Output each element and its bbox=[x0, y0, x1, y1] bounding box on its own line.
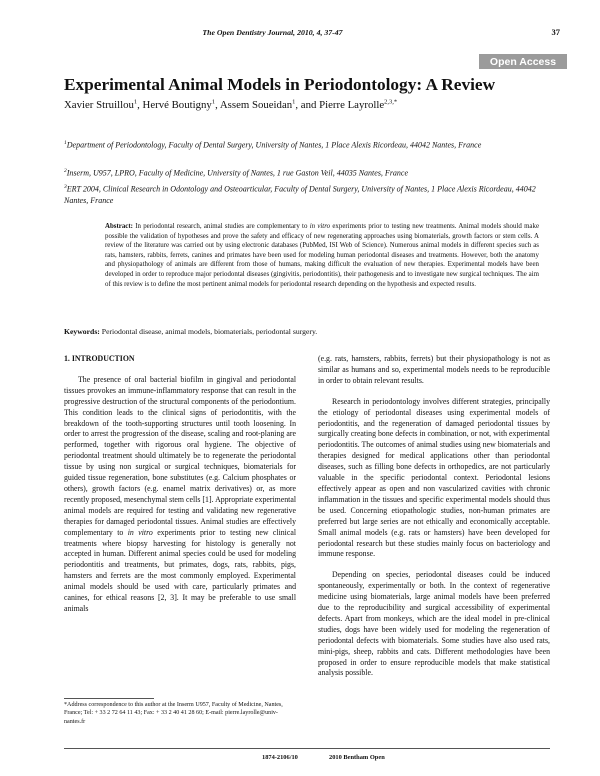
abstract-label: Abstract: bbox=[105, 223, 133, 230]
journal-header: The Open Dentistry Journal, 2010, 4, 37-47 bbox=[202, 28, 343, 37]
issn: 1874-2106/10 bbox=[262, 754, 298, 761]
left-column bbox=[64, 354, 296, 615]
paper-title: Experimental Animal Models in Periodontology: A Review bbox=[64, 75, 496, 94]
publisher: 2010 Bentham Open bbox=[329, 754, 385, 761]
author: Xavier Struillou$^1$, bbox=[64, 98, 143, 111]
keywords: Keywords: Periodontal disease, animal models, biomaterials, periodontal surgery. bbox=[64, 327, 318, 336]
author: Hervé Boutigny$^1$, bbox=[142, 98, 220, 111]
intro-paragraph-continued: (e.g. rats, hamsters, rabbits, ferrets) but their physiopathology is not as similar as humans and so, experimental models needs to be reproducible in order to obtain relevant results. bbox=[318, 354, 550, 385]
page-number: 37 bbox=[551, 27, 560, 37]
section-heading: 1. INTRODUCTION bbox=[64, 354, 135, 363]
affiliation-3: $^3$ERT 2004, Clinical Research in Odontology and Osteoarticular, Faculty of Dental Surgery, University of Nantes, 1 Place Alexis Ricordeau, 44042 Nantes, France bbox=[64, 184, 536, 205]
intro-paragraph-1: The presence of oral bacterial biofilm in gingival and periodontal tissues provokes an immune-inflammatory response that can result in the progressive destruction of the structural components of the periodontium. This condition leads to the clinical signs of periodontitis, with the breakdown of the tooth-supporting structures until tooth loosening. In order to arrest the progression of the disease, scaling and root-planing are performed, together with rigorous oral hygiene. The objective of periodontal treatment should ultimately be to regenerate the periodontal tissue by using non surgical or surgical techniques, biomaterials for guided tissue regeneration, bone substitutes (e.g. Calcium phosphates or others), growth factors (e.g. enamel matrix derivatives) or, as more recently proposed, mesenchymal stem cells [1]. Appropriate experimental animal models are required for testing and validating new regenerative therapies for damaged periodontal tissues. Animal studies are effectively complementary to in vitro experiments prior to testing new clinical treatments where biopsy harvesting for histology is generally not accepted in human. Different animal species could be used for modeling periodontitis and treatments, but primates, dogs, rats, rabbits, pigs, hamsters and ferrets are the most commonly employed. Experimental animal models should be used with care, particularly primates and canines, for ethical reasons [2, 3]. It may be preferable to use small animals bbox=[64, 374, 297, 613]
intro-paragraph-2: Research in periodontology involves different strategies, principally the etiology of periodontal diseases using experimental models of periodontitis, and the regeneration of damaged periodontal tissues by surgically creating bone defects in combination, or not, with experimental periodontitis. The outcomes of animal studies using new biomaterials and therapies designed for medical applications other than periodontal diseases, such as filling bone defects in orthopedics, are not particularly valuable in the specific periodontal context. Periodontal lesions effectively appear as open and non vascularized cavities with chronic inflammation in the tissues and specific experimental models should thus be used. Concerning etiopathologic studies, non-human primates are preferred but large series are not ethically and economically acceptable. Small animal models (e.g. rats or hamsters) have been developed for periodontal research but these studies mainly focus on bacteriology and immune response. bbox=[318, 396, 550, 559]
author-list bbox=[64, 98, 397, 111]
correspondence-footnote: *Address correspondence to this author at the Inserm U957, Faculty of Medicine, Nantes, France; Tel: + 33 2 72 64 11 43; Fax: + 33 2 40 41 28 60; E-mail: pierre.layrolle@univ-nantes.fr bbox=[64, 702, 283, 725]
right-column bbox=[318, 354, 550, 679]
keywords-label: Keywords: bbox=[64, 327, 100, 336]
open-access-badge: Open Access bbox=[479, 54, 567, 69]
author: Pierre Layrolle$^{2,3,*}$ bbox=[319, 98, 398, 111]
footer-divider bbox=[64, 748, 550, 749]
abstract: Abstract: In periodontal research, animal studies are complementary to in vitro experiments prior to testing new treatments. Animal models should make possible the validation of hypotheses and prove the safety and efficacy of new regenerating approaches using biomaterials, growth factors or stem cells. A review of the literature was carried out by using electronic databases (PubMed, ISI Web of Science). Numerous animal models in different species such as rats, hamsters, rabbits, ferrets, canines and primates have been used for modeling human periodontal diseases and treatments. However, both the anatomy and physiopathology of animals are different from those of humans, making difficult the evaluation of new therapies. Experimental models have been developed in order to reproduce major periodontal diseases (gingivitis, periodontitis), their pathogenesis and to investigate new surgical techniques. The aim of this review is to define the most pertinent animal models for periodontal research depending on the hypothesis and expected results. bbox=[105, 223, 539, 288]
affiliation-1: $^1$Department of Periodontology, Faculty of Dental Surgery, University of Nantes, 1 Place Alexis Ricordeau, 44042 Nantes, France bbox=[64, 140, 482, 150]
author: Assem Soueidan$^1$, and bbox=[219, 98, 320, 111]
footnote-divider bbox=[64, 698, 154, 699]
affiliation-2: $^2$Inserm, U957, LPRO, Faculty of Medicine, University of Nantes, 1 rue Gaston Veil, 44035 Nantes, France bbox=[64, 168, 409, 178]
intro-paragraph-3: Depending on species, periodontal diseases could be induced spontaneously, experimentally or both. In the context of regenerative medicine using biomaterials, large animal models have been preferred due to the reproducibility and surgical accessibility of experimental defects. Apart from monkeys, which are the ideal model in pre-clinical studies, dogs have been widely used for modeling the regeneration of periodontal defects with biomaterials. Some studies have also used rats, mini-pigs, sheep, rabbits and cats. Different methodologies have been proposed in order to ensure reproducible models that make statistical analysis possible. bbox=[318, 570, 550, 678]
